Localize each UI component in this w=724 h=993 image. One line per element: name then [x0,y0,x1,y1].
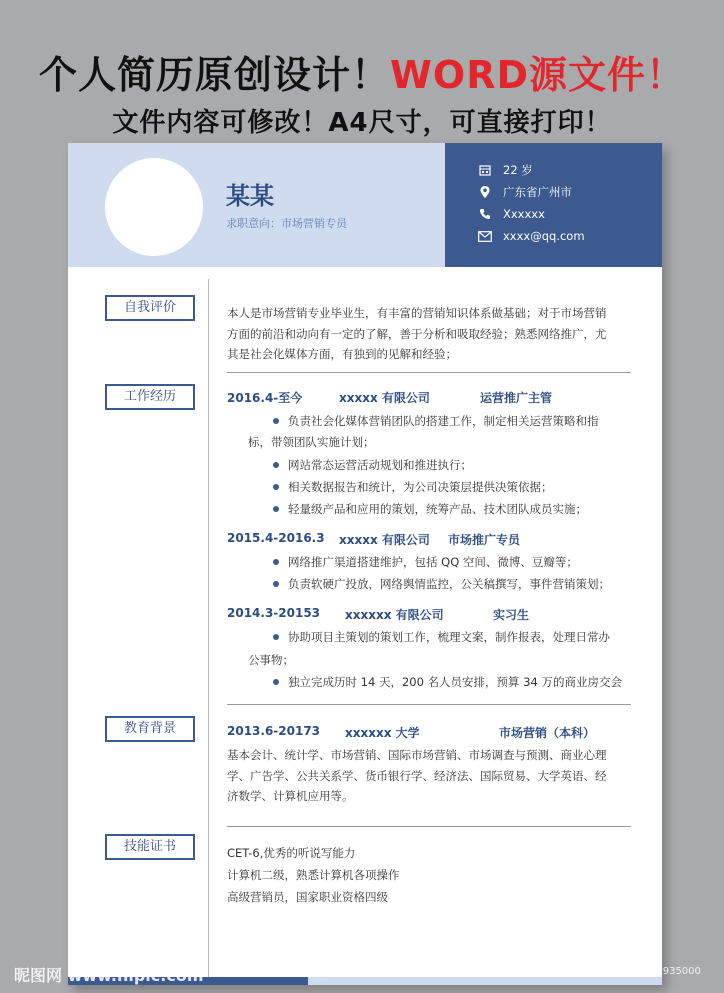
promo-line-1-black: 个人简历原创设计！ [38,53,390,97]
edu-line: 基本会计、统计学、市场营销、国际市场营销、市场调查与预测、商业心理 [227,748,607,762]
footer-bar-light [308,977,662,985]
info-age-text: 22 岁 [503,163,533,177]
job-2-title: 市场推广专员 [448,533,521,547]
divider [227,372,631,373]
job-3-duty: 独立完成历时 14 天，200 名人员安排，预算 34 万的商业房交会 [288,672,638,693]
job-1-period: 2016.4-至今 [227,391,303,405]
divider [227,826,631,827]
job-3-duty-cont: 公事物； [248,653,294,667]
job-3-company: xxxxxx 有限公司 [345,608,444,622]
job-1-duty: 轻量级产品和应用的策划，统筹产品、技术团队成员实施； [288,499,638,520]
job-3-title: 实习生 [493,608,530,622]
watermark-left: 昵图网 www.nipic.com [14,966,204,985]
job-2-period: 2015.4-2016.3 [227,531,325,545]
edu-line: 济数学、计算机应用等。 [227,789,354,803]
job-1-title: 运营推广主管 [480,391,553,405]
job-2-company: xxxxx 有限公司 [339,533,430,547]
info-email-text: xxxx@qq.com [503,229,585,243]
section-label-education: 教育背景 [105,716,195,742]
job-3-duty: 协助项目主策划的策划工作，梳理文案，制作报表，处理日常办 [288,627,638,648]
job-1-duty: 网站常态运营活动规划和推进执行； [288,455,638,476]
edu-courses [227,745,637,807]
job-1-duty-cont: 标，带领团队实施计划； [248,435,375,449]
self-eval-line: 其是社会化媒体方面，有独到的见解和经验； [227,347,457,361]
edu-major: 市场营销（本科） [499,726,596,740]
section-label-skills: 技能证书 [105,834,195,860]
self-eval-line: 方面的前沿和动向有一定的了解，善于分析和吸取经验；熟悉网络推广，尤 [227,326,607,341]
promo-line-1-red: WORD源文件！ [389,53,686,97]
info-phone-text: Xxxxxx [503,207,545,221]
candidate-name: 某某 [226,182,274,210]
edu-period: 2013.6-20173 [227,724,321,738]
info-phone [477,206,545,222]
duty-line: 负责社会化媒体营销团队的搭建工作，制定相关运营策略和指 [288,414,599,428]
job-3-period: 2014.3-20153 [227,606,321,620]
skill-item: 高级营销员，国家职业资格四级 [227,890,388,904]
job-1-company: xxxxx 有限公司 [339,391,430,405]
header-left-panel [68,143,445,267]
divider [227,704,631,705]
timeline-line [208,279,209,979]
section-label-self-eval: 自我评价 [105,295,195,321]
resume-paper [68,143,662,985]
info-email [477,228,585,244]
watermark-right: ID:23046502 NO:20200722140419935000 [487,966,701,977]
skill-item: 计算机二级，熟悉计算机各项操作 [227,868,400,882]
skill-item: CET-6,优秀的听说写能力 [227,846,356,860]
job-2-duty: 负责软硬广投放，网络舆情监控，公关稿撰写，事件营销策划； [288,574,638,595]
job-1-duty [288,411,638,432]
section-label-work: 工作经历 [105,384,195,410]
edu-line: 学、广告学、公共关系学、货币银行学、经济法、国际贸易、大学英语、经 [227,768,607,783]
avatar [105,158,203,256]
job-intent: 求职意向：市场营销专员 [226,217,347,230]
promo-line-2: 文件内容可修改！A4尺寸，可直接打印！ [112,108,612,138]
phone-icon [477,207,493,221]
job-2-duty: 网络推广渠道搭建维护，包括 QQ 空间、微博、豆瓣等； [288,552,638,573]
edu-school: xxxxxx 大学 [345,726,420,740]
self-eval-text [227,303,637,365]
info-location-text: 广东省广州市 [503,185,572,199]
job-1-duty: 相关数据报告和统计，为公司决策层提供决策依据； [288,477,638,498]
location-pin-icon [477,185,493,199]
self-eval-line: 本人是市场营销专业毕业生，有丰富的营销知识体系做基础；对于市场营销 [227,306,607,320]
header-info-panel [445,143,662,267]
info-age [477,162,533,178]
promo-line-1 [0,44,724,99]
info-location [477,184,572,200]
skills-list [227,842,637,908]
mail-icon [477,229,493,243]
calendar-icon [477,163,493,177]
